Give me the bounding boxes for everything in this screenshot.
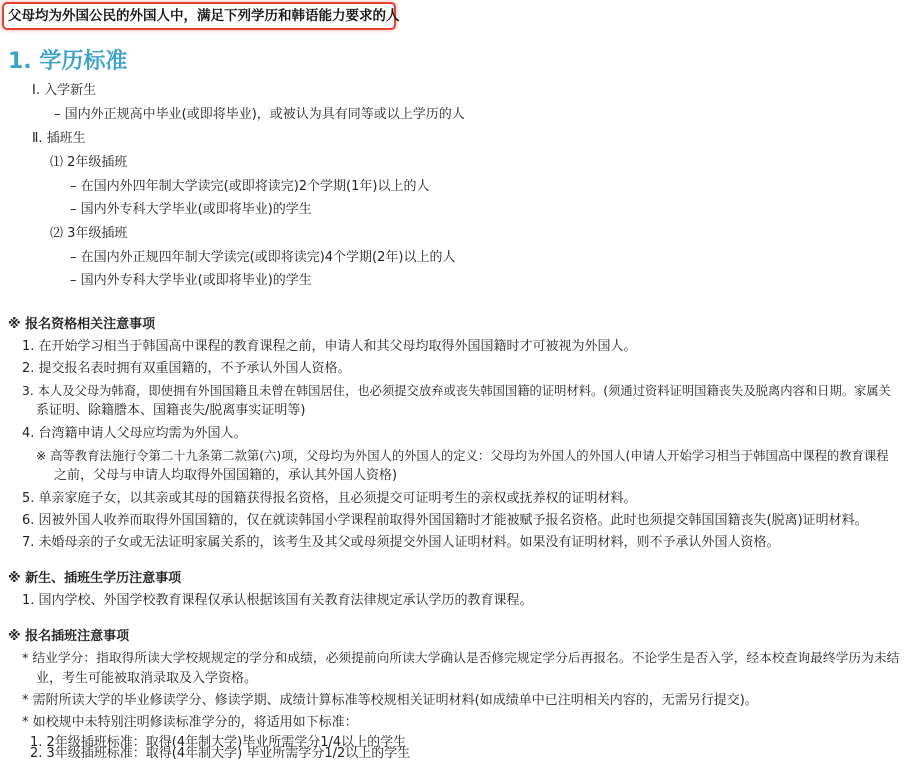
- notes-heading: ※ 新生、插班生学历注意事项: [8, 571, 182, 586]
- list-item: 5. 单亲家庭子女，以其亲或其母的国籍获得报名资格，且必须提交可证明考生的亲权或抚养权的证明材料。: [22, 491, 637, 506]
- list-item: Ⅱ. 插班生: [32, 131, 86, 146]
- list-item: Ⅰ. 入学新生: [32, 83, 97, 98]
- list-item-continuation: 业，考生可能被取消录取及入学资格。: [36, 671, 258, 686]
- section-title: 1. 学历标准: [8, 49, 128, 74]
- list-item: 4. 台湾籍申请人父母应均需为外国人。: [22, 426, 247, 441]
- note-item-continuation: 之前，父母与申请人均取得外国国籍的，承认其外国人资格): [54, 468, 398, 483]
- list-item: 2. 3年级插班标准：取得(4年制大学) 毕业所需学分1/2以上的学生: [30, 746, 411, 761]
- list-item: ⑵ 3年级插班: [50, 226, 128, 241]
- list-item: * 结业学分：指取得所读大学校规规定的学分和成绩，必须提前向所读大学确认是否修完规定学分后再报名。不论学生是否入学，经本校查询最终学历为未结: [22, 651, 900, 666]
- list-item-continuation: 系证明、除籍謄本、国籍丧失/脱离事实证明等): [36, 403, 306, 418]
- list-item: 1. 国内学校、外国学校教育课程仅承认根据该国有关教育法律规定承认学历的教育课程。: [22, 593, 533, 608]
- list-item: * 需附所读大学的毕业修读学分、修读学期、成绩计算标准等校规相关证明材料(如成绩单中已注明相关内容的，无需另行提交)。: [22, 693, 758, 708]
- note-item: ※ 高等教育法施行令第二十九条第二款第(六)项，父母均为外国人的外国人的定义：父母均为外国人的外国人(申请人开始学习相当于韩国高中课程的教育课程: [36, 449, 889, 463]
- list-item: 7. 未婚母亲的子女或无法证明家属关系的，该考生及其父或母须提交外国人证明材料。如果没有证明材料，则不予承认外国人资格。: [22, 535, 780, 550]
- list-item: – 在国内外四年制大学读完(或即将读完)2个学期(1年)以上的人: [70, 179, 430, 194]
- list-item: * 如校规中未特别注明修读标准学分的，将适用如下标准：: [22, 715, 358, 730]
- list-item: – 国内外专科大学毕业(或即将毕业)的学生: [70, 202, 312, 217]
- list-item: 1. 2年级插班标准：取得(4年制大学)毕业所需学分1/4以上的学生: [30, 735, 407, 750]
- list-item: ⑴ 2年级插班: [50, 155, 128, 170]
- list-item: – 国内外专科大学毕业(或即将毕业)的学生: [70, 273, 312, 288]
- list-item: 3. 本人及父母为韩裔，即使拥有外国国籍且未曾在韩国居住，也必须提交放弃或丧失韩国国籍的证明材料。(须通过资料证明国籍丧失及脱离内容和日期。家属关: [22, 384, 891, 398]
- list-item: – 国内外正规高中毕业(或即将毕业)，或被认为具有同等或以上学历的人: [54, 107, 465, 122]
- list-item: 1. 在开始学习相当于韩国高中课程的教育课程之前，申请人和其父母均取得外国国籍时才可被视为外国人。: [22, 339, 637, 354]
- notes-heading: ※ 报名插班注意事项: [8, 629, 130, 644]
- list-item: 2. 提交报名表时拥有双重国籍的，不予承认外国人资格。: [22, 361, 351, 376]
- list-item: 6. 因被外国人收养而取得外国国籍的，仅在就读韩国小学课程前取得外国国籍时才能被赋予报名资格。此时也须提交韩国国籍丧失(脱离)证明材料。: [22, 513, 868, 528]
- highlighted-heading: 父母均为外国公民的外国人中，满足下列学历和韩语能力要求的人: [2, 2, 396, 30]
- notes-heading: ※ 报名资格相关注意事项: [8, 317, 156, 332]
- list-item: – 在国内外正规四年制大学读完(或即将读完)4个学期(2年)以上的人: [70, 250, 456, 265]
